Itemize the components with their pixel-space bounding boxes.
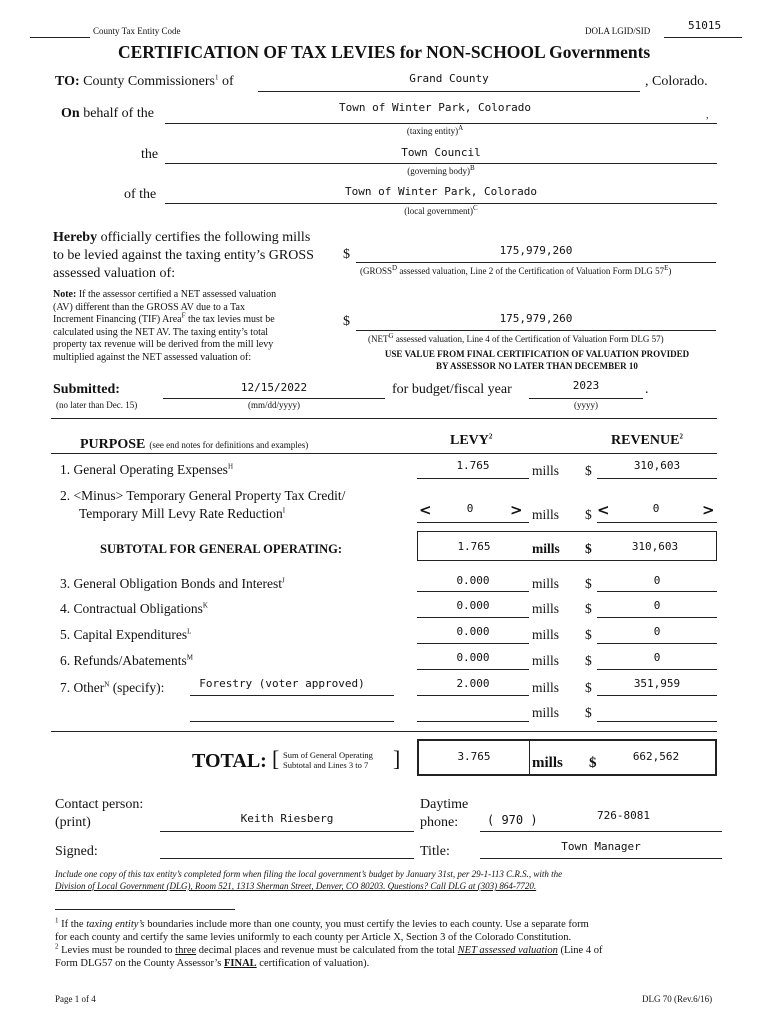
contact-label: Contact person: (print) [55,797,144,830]
year-value[interactable]: 2023 [572,379,600,392]
year-period: . [645,382,649,397]
row2-levy-gt: > [510,501,523,519]
date-line [163,398,385,399]
hereby-line3: assessed valuation of: [53,266,176,281]
page-number: Page 1 of 4 [55,994,96,1004]
hereby-line1: officially certifies the following mills [100,230,311,245]
levy-header: LEVY$^2$ [450,432,493,448]
county-code-line[interactable] [30,37,90,38]
title-line [480,858,722,859]
net-notice: USE VALUE FROM FINAL CERTIFICATION OF VALUATION PROVIDED BY ASSESSOR NO LATER THAN DECEMBER 10 [384,349,690,371]
table-top-rule [51,418,717,419]
table-bottom-rule [51,731,717,732]
taxing-entity-caption: (taxing entity)$^A$ [406,124,464,136]
row8-dollar: $ [585,705,592,720]
row2-dollar: $ [585,507,592,522]
row2-levy-line [417,522,529,523]
signature-line[interactable] [160,858,414,859]
gross-caption: ($GROSS^D$ assessed valuation, Line 2 of the Certification of Valuation Form DLG $57^E$) [360,264,672,276]
row4-label: 4. Contractual Obligations$^K$ [60,601,208,616]
hereby-bold: Hereby [53,230,98,245]
row5-dollar: $ [585,627,592,642]
row2-rev-lt: < [597,501,610,519]
row4-dollar: $ [585,601,592,616]
row1-revenue[interactable]: 310,603 [633,459,681,472]
row7-mills: mills [532,680,560,695]
row1-levy[interactable]: 1.765 [456,459,490,472]
subtotal-levy[interactable]: 1.765 [457,540,491,553]
signed-label: Signed: [55,844,98,859]
subtotal-label: SUBTOTAL FOR GENERAL OPERATING: [100,542,343,556]
the-label: the [141,147,159,162]
row1-mills: mills [532,463,560,478]
note-bold: Note: [53,289,77,300]
row5-revenue[interactable]: 0 [653,625,661,638]
row6-revenue[interactable]: 0 [653,651,661,664]
total-bracket-l: [ [272,746,280,771]
row3-label: 3. General Obligation Bonds and Interest$^J$ [60,576,285,591]
row7-levy-line [417,695,529,696]
row1-revenue-line [597,478,717,479]
row2-revenue-line [597,522,717,523]
row3-revenue-line [597,591,717,592]
total-note: Sum of General Operating Subtotal and Lines 3 to 7 [283,750,373,770]
dola-value[interactable]: 51015 [688,19,722,32]
phone-line [480,831,722,832]
footnotes: $^1$ If the taxing entity’s boundaries include more than one county, you must certify the levies to each county. Use a separate form for each county and certify the same levies uniformly to each county per Article X, Section 3 of the Colorado Constitution. $^2$ Levies must be rounded to three decimal places and revenue must be calculated from the total NET assessed valuation (Line 4 of Form DLG57 on the County Assessor’s FINAL certification of valuation). [55,916,603,969]
row4-revenue-line [597,617,717,618]
row5-revenue-line [597,643,717,644]
hereby-line2: to be levied against the taxing entity’s GROSS [53,248,314,263]
local-government-line [165,203,717,204]
row6-levy-line [417,669,529,670]
phone-label: Daytime phone: [420,797,469,830]
taxing-entity-value[interactable]: Town of Winter Park, Colorado [338,101,532,114]
row2-revenue[interactable]: 0 [652,502,660,515]
page-title: CERTIFICATION OF TAX LEVIES for NON-SCHOOL Governments [118,42,651,62]
year-caption: (yyyy) [574,400,598,410]
row4-levy-line [417,617,529,618]
area-code[interactable]: ( 970 ) [487,813,538,827]
dola-line [664,37,742,38]
gross-value[interactable]: 175,979,260 [499,244,573,257]
governing-body-value[interactable]: Town Council [401,146,481,159]
row3-levy-line [417,591,529,592]
of-the-label: of the [124,187,157,202]
total-revenue[interactable]: 662,562 [632,750,680,763]
budget-label: for budget/fiscal year [392,382,512,397]
subtotal-mills: mills [532,541,560,556]
to-sup: 1 [215,73,219,82]
row2-levy-lt: < [419,501,432,519]
row8-levy-line[interactable] [417,721,529,722]
row5-label: 5. Capital Expenditures$^L$ [60,627,192,642]
row7-revenue-line [597,695,717,696]
behalf-text: behalf of the [83,106,154,121]
row3-dollar: $ [585,576,592,591]
row4-revenue[interactable]: 0 [653,599,661,612]
row7-dollar: $ [585,680,592,695]
row7-revenue[interactable]: 351,959 [633,677,681,690]
gross-line [356,262,716,263]
note-block: Note: If the assessor certified a NET assessed valuation (AV) different than the GROSS AV due to a Tax Increment Financing (TIF) Area$^F$ the tax levies must be calculated using the NET AV. The taxing entity’s total property tax revenue will be derived from the mill levy multiplied against the NET assessed valuation of: [53,289,277,363]
table-header-rule [51,453,717,454]
row6-levy[interactable]: 0.000 [456,651,490,664]
title-label: Title: [420,844,450,859]
row5-mills: mills [532,627,560,642]
revenue-header: REVENUE$^2$ [611,432,683,448]
to-of: of [222,74,234,89]
county-code-label: County Tax Entity Code [93,26,181,36]
total-levy[interactable]: 3.765 [457,750,491,763]
form-number: DLG 70 (Rev.6/16) [642,994,713,1004]
date-value[interactable]: 12/15/2022 [240,381,308,394]
total-label: TOTAL: [192,750,267,772]
local-government-value[interactable]: Town of Winter Park, Colorado [344,185,538,198]
county-value[interactable]: Grand County [409,72,489,85]
row2-rev-gt: > [702,501,715,519]
row7-levy[interactable]: 2.000 [456,677,490,690]
local-government-caption: (local government)$^C$ [404,204,478,216]
to-text: County Commissioners [83,74,215,89]
to-label: TO: [55,74,80,89]
contact-line [160,831,414,832]
submitted-label: Submitted: [53,382,120,397]
behalf-line [61,106,154,122]
purpose-header: PURPOSE (see end notes for definitions and examples) [80,437,309,452]
dola-label: DOLA LGID/SID [585,26,651,36]
submitted-note: (no later than Dec. 15) [56,400,138,410]
row8-revenue-line[interactable] [597,721,717,722]
row7-specify-line [190,695,394,696]
contact-person[interactable]: Keith Riesberg [240,812,334,825]
row5-levy-line [417,643,529,644]
hereby-block [53,229,314,283]
net-dollar: $ [343,314,350,329]
row6-dollar: $ [585,653,592,668]
to-line [55,74,234,90]
row2-levy[interactable]: 0 [466,502,474,515]
row5-levy[interactable]: 0.000 [456,625,490,638]
row7-label: 7. Other$^N$ (specify): [60,680,165,695]
footnote-rule [55,909,235,910]
gross-dollar: $ [343,247,350,262]
row8-mills: mills [532,705,560,720]
taxing-entity-line [165,123,717,124]
row6-label: 6. Refunds/Abatements$^M$ [60,653,193,668]
instructions: Include one copy of this tax entity’s completed form when filing the local government’s budget by January 31st, per 29-1-113 C.R.S., with the Division of Local Government (DLG), Room 521, 1313 Sherman Street, Denver, CO 80203. Questions? Call DLG at (303) 864-7720. [55,869,563,891]
total-dollar: $ [589,755,597,771]
phone-number[interactable]: 726-8081 [597,809,650,822]
total-divider [529,739,530,776]
total-mills: mills [532,755,563,771]
title-value[interactable]: Town Manager [561,840,641,853]
governing-body-line [165,163,717,164]
row1-label: 1. General Operating Expenses$^H$ [60,462,234,477]
row1-levy-line [417,478,529,479]
county-line [258,91,640,92]
row2-mills: mills [532,507,560,522]
row1-dollar: $ [585,463,592,478]
row4-mills: mills [532,601,560,616]
net-caption: ($NET^G$ assessed valuation, Line 4 of the Certification of Valuation Form DLG 57) [368,332,664,344]
subtotal-revenue[interactable]: 310,603 [631,540,679,553]
row6-revenue-line [597,669,717,670]
date-caption: (mm/dd/yyyy) [248,400,300,410]
row7-specify[interactable]: Forestry (voter approved) [199,677,365,690]
total-bracket-r: ] [393,746,401,771]
net-line [356,330,716,331]
row3-mills: mills [532,576,560,591]
year-line [529,398,643,399]
subtotal-dollar: $ [585,541,592,556]
row2-label: 2. <Minus> Temporary General Property Tax Credit/ Temporary Mill Levy Rate Reduction$^I$ [60,488,346,521]
colorado-text: , Colorado. [645,74,708,89]
row3-levy[interactable]: 0.000 [456,574,490,587]
row4-levy[interactable]: 0.000 [456,599,490,612]
row3-revenue[interactable]: 0 [653,574,661,587]
row8-specify-line[interactable] [190,721,394,722]
net-value[interactable]: 175,979,260 [499,312,573,325]
comma: , [706,110,709,121]
governing-body-caption: (governing body)$^B$ [407,164,475,176]
behalf-bold: On [61,106,80,121]
row6-mills: mills [532,653,560,668]
